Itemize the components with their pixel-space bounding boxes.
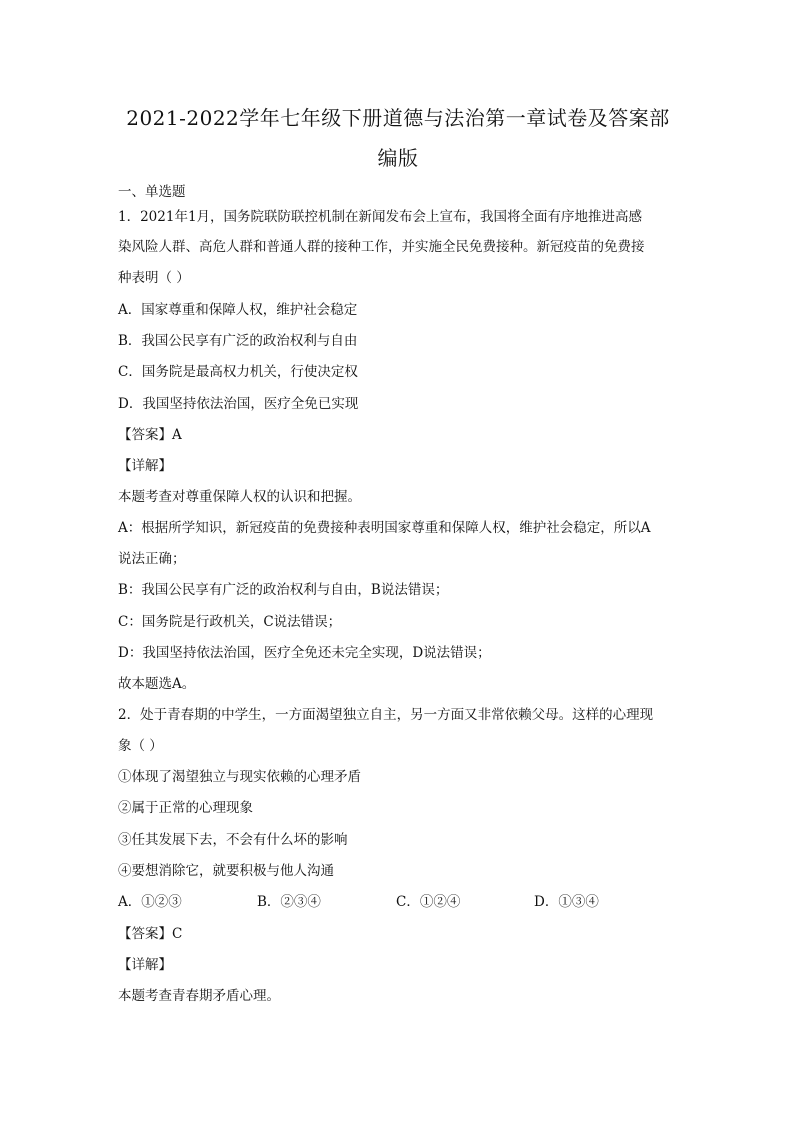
q1-option-b: B．我国公民享有广泛的政治权利与自由 [118, 333, 358, 349]
q2-stem-line2: 象（ ） [118, 738, 163, 754]
q2-detail-label: 【详解】 [118, 957, 172, 973]
q2-statement-3: ③任其发展下去，不会有什么坏的影响 [118, 832, 348, 848]
q1-stem-line1: 1．2021年1月，国务院联防联控机制在新闻发布会上宣布，我国将全面有序地推进高感 [118, 209, 643, 225]
page-title-line1: 2021-2022学年七年级下册道德与法治第一章试卷及答案部 [126, 106, 670, 130]
q1-analysis-line5: C：国务院是行政机关，C说法错误； [118, 614, 342, 630]
section-heading: 一、单选题 [118, 184, 186, 200]
q1-option-d: D．我国坚持依法治国，医疗全免已实现 [118, 396, 359, 412]
q1-option-c: C．国务院是最高权力机关，行使决定权 [118, 364, 358, 380]
q1-analysis-line1: 本题考查对尊重保障人权的认识和把握。 [118, 489, 361, 505]
q1-analysis-line2: A：根据所学知识，新冠疫苗的免费接种表明国家尊重和保障人权，维护社会稳定，所以A [118, 520, 651, 536]
page-title-line2: 编版 [377, 146, 419, 170]
q1-stem-line2: 染风险人群、高危人群和普通人群的接种工作，并实施全民免费接种。新冠疫苗的免费接 [118, 239, 645, 255]
q2-options-row [118, 892, 688, 912]
q1-option-a: A．国家尊重和保障人权，维护社会稳定 [118, 302, 358, 318]
q2-statement-1: ①体现了渴望独立与现实依赖的心理矛盾 [118, 769, 361, 785]
q2-statement-4: ④要想消除它，就要积极与他人沟通 [118, 863, 334, 879]
q1-conclusion: 故本题选A。 [118, 676, 196, 692]
q2-option-c: C．①②④ [396, 894, 461, 910]
q2-analysis-line1: 本题考查青春期矛盾心理。 [118, 988, 280, 1004]
q1-answer: 【答案】A [118, 427, 182, 443]
q1-detail-label: 【详解】 [118, 458, 172, 474]
q1-analysis-line4: B：我国公民享有广泛的政治权利与自由，B说法错误； [118, 582, 449, 598]
q2-option-a: A．①②③ [118, 894, 182, 910]
q2-answer: 【答案】C [118, 926, 183, 942]
q2-option-d: D．①③④ [534, 894, 599, 910]
q2-stem-line1: 2．处于青春期的中学生，一方面渴望独立自主，另一方面又非常依赖父母。这样的心理现 [118, 707, 654, 723]
q1-analysis-line3: 说法正确； [118, 551, 186, 567]
q1-stem-line3: 种表明（ ） [118, 270, 190, 286]
q2-option-b: B．②③④ [257, 894, 321, 910]
q2-statement-2: ②属于正常的心理现象 [118, 800, 253, 816]
q1-analysis-line6: D：我国坚持依法治国，医疗全免还未完全实现，D说法错误； [118, 645, 491, 661]
